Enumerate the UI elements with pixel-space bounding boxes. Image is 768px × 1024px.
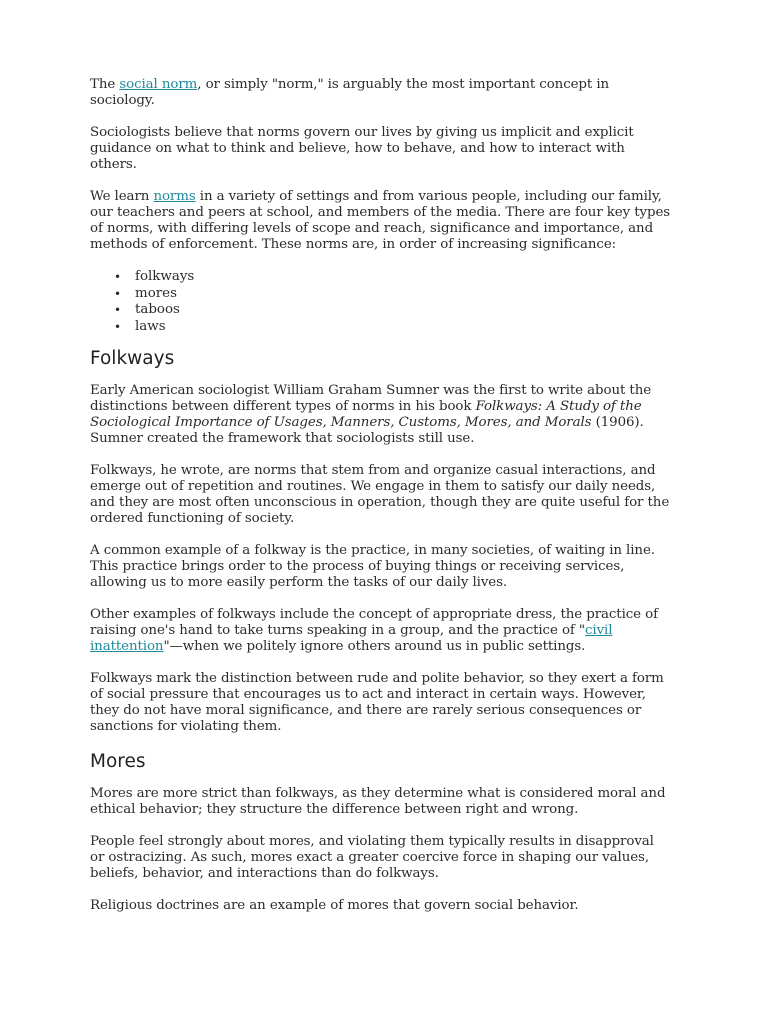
civil-inattention-link[interactable]: civil inattention — [90, 623, 613, 654]
text: (1906). Sumner created the framework that sociologists still use. — [90, 415, 644, 446]
mores-heading: Mores — [90, 751, 146, 772]
folkways-paragraph-3: A common example of a folkway is the practice, in many societies, of waiting in line. This practice brings order to the process of buying things or receiving services, allowing us to more easily perform the tasks of our daily lives. — [90, 543, 655, 590]
list-item: • laws — [135, 319, 672, 336]
text: , or simply "norm," is arguably the most important concept in sociology. — [90, 77, 610, 108]
folkways-paragraph-5: Folkways mark the distinction between rude and polite behavior, so they exert a form of social pressure that encourages us to act and interact in certain ways. However, they do not have moral significance, and there are rarely serious consequences or sanctions for violating them. — [90, 671, 664, 734]
mores-paragraph-3: Religious doctrines are an example of mores that govern social behavior. — [90, 898, 579, 913]
text: Other examples of folkways include the concept of appropriate dress, the practice of raising one's hand to take turns speaking in a group, and the practice of " — [90, 607, 658, 638]
social-norm-link[interactable]: social norm — [119, 77, 198, 92]
folkways-paragraph-1 — [90, 383, 672, 447]
norms-link[interactable]: norms — [153, 189, 196, 204]
folkways-paragraph-2: Folkways, he wrote, are norms that stem from and organize casual interactions, and emerge out of repetition and routines. We engage in them to satisfy our daily needs, and they are most often unconscious in operation, though they are quite useful for the ordered functioning of society. — [90, 463, 670, 526]
intro-paragraph-3 — [90, 189, 672, 253]
text: The — [90, 77, 120, 92]
list-item: • mores — [135, 286, 672, 303]
text: Early American sociologist William Graham Sumner was the first to write about the distinctions between different types of norms in his book — [90, 383, 652, 414]
mores-paragraph-1: Mores are more strict than folkways, as they determine what is considered moral and ethical behavior; they structure the difference between right and wrong. — [90, 786, 666, 817]
text: "—when we politely ignore others around us in public settings. — [163, 639, 586, 654]
folkways-heading: Folkways — [90, 348, 175, 369]
book-title: Folkways: A Study of the Sociological Importance of Usages, Manners, Customs, Mores, and Morals — [90, 399, 642, 430]
mores-paragraph-2: People feel strongly about mores, and violating them typically results in disapproval or ostracizing. As such, mores exact a greater coercive force in shaping our values, beliefs, behavior, and interactions than do folkways. — [90, 834, 654, 881]
list-item: • folkways — [135, 269, 672, 286]
intro-paragraph-1 — [90, 77, 672, 109]
text: in a variety of settings and from various people, including our family, our teachers and peers at school, and members of the media. There are four key types of norms, with differing levels of scope and reach, significance and importance, and methods of enforcement. These norms are, in order of increasing significance: — [90, 189, 671, 252]
intro-paragraph-2: Sociologists believe that norms govern our lives by giving us implicit and explicit guidance on what to think and believe, how to behave, and how to interact with others. — [90, 125, 634, 172]
folkways-paragraph-4 — [90, 607, 672, 655]
norm-types-list — [90, 269, 672, 335]
text: We learn — [90, 189, 154, 204]
list-item: • taboos — [135, 302, 672, 319]
